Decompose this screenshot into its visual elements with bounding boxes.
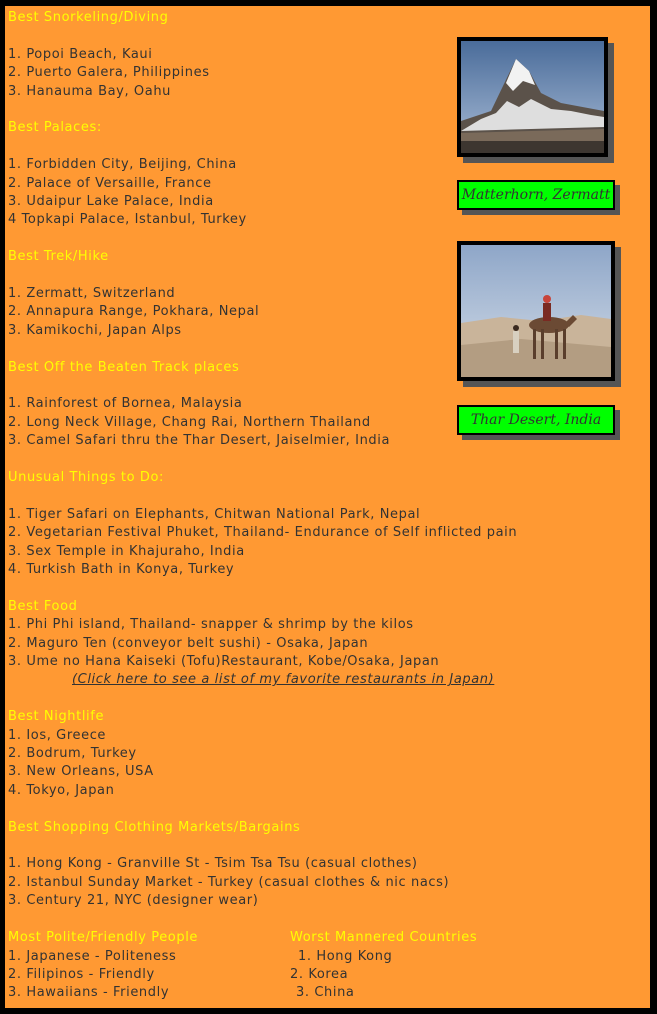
list-item: 1. Rainforest of Bornea, Malaysia: [8, 396, 243, 412]
list-item: 1. Japanese - Politeness: [8, 948, 177, 964]
food-heading: Best Food: [8, 598, 78, 614]
unusual-heading: Unusual Things to Do:: [8, 470, 165, 486]
trek-heading: Best Trek/Hike: [8, 249, 109, 265]
restaurants-link[interactable]: (Click here to see a list of my favorite restaurants in Japan): [72, 672, 495, 688]
people-columns: [8, 929, 478, 1003]
mountain-image: [461, 41, 604, 153]
list-item: 1. Forbidden City, Beijing, China: [8, 157, 237, 173]
list-item: 3. New Orleans, USA: [8, 764, 154, 780]
snorkeling-heading: Best Snorkeling/Diving: [8, 10, 169, 25]
list-item: 2. Vegetarian Festival Phuket, Thailand- Endurance of Self inflicted pain: [8, 525, 518, 541]
matterhorn-photo: [457, 37, 608, 157]
list-item: 1. Phi Phi island, Thailand- snapper & shrimp by the kilos: [8, 617, 414, 633]
list-item: 4. Tokyo, Japan: [8, 782, 115, 798]
list-item: 3. Hawaiians - Friendly: [8, 985, 170, 1001]
nightlife-heading: Best Nightlife: [8, 709, 105, 725]
desert-image: [461, 245, 611, 377]
list-item: 2. Maguro Ten (conveyor belt sushi) - Osaka, Japan: [8, 635, 369, 651]
travel-list: [8, 9, 518, 1003]
list-item: 2. Bodrum, Turkey: [8, 746, 137, 762]
list-item: 3. Udaipur Lake Palace, India: [8, 194, 214, 210]
list-item: 3. Century 21, NYC (designer wear): [8, 893, 259, 909]
list-item: 3. Camel Safari thru the Thar Desert, Jaiselmier, India: [8, 433, 391, 449]
worst-heading: Worst Mannered Countries: [290, 930, 478, 946]
offbeat-heading: Best Off the Beaten Track places: [8, 359, 240, 375]
matterhorn-caption: Matterhorn, Zermatt: [457, 180, 615, 210]
polite-heading: Most Polite/Friendly People: [8, 930, 199, 946]
list-item: 2. Puerto Galera, Philippines: [8, 65, 210, 81]
list-item: 3. China: [296, 985, 355, 1001]
list-item: 1. Ios, Greece: [8, 727, 107, 743]
list-item: 1. Tiger Safari on Elephants, Chitwan National Park, Nepal: [8, 506, 421, 522]
thar-desert-caption: Thar Desert, India: [457, 405, 615, 435]
list-item: 3. Sex Temple in Khajuraho, India: [8, 543, 245, 559]
list-item: 2. Filipinos - Friendly: [8, 966, 155, 982]
list-item: 2. Palace of Versaille, France: [8, 175, 212, 191]
shopping-heading: Best Shopping Clothing Markets/Bargains: [8, 819, 301, 835]
list-item: 3. Kamikochi, Japan Alps: [8, 322, 182, 338]
list-item: 1. Hong Kong: [298, 948, 393, 964]
thar-desert-photo: [457, 241, 615, 381]
polite-column: [8, 929, 198, 1003]
list-item: 4 Topkapi Palace, Istanbul, Turkey: [8, 212, 247, 228]
list-item: 4. Turkish Bath in Konya, Turkey: [8, 562, 235, 578]
list-item: 2. Long Neck Village, Chang Rai, Northern Thailand: [8, 414, 371, 430]
list-item: 1. Popoi Beach, Kaui: [8, 46, 153, 62]
list-item: 2. Korea: [290, 966, 349, 982]
worst-column: [290, 929, 477, 1003]
list-item: 2. Annapura Range, Pokhara, Nepal: [8, 304, 260, 320]
list-item: 2. Istanbul Sunday Market - Turkey (casual clothes & nic nacs): [8, 874, 450, 890]
content-frame: [5, 6, 650, 1008]
list-item: 3. Hanauma Bay, Oahu: [8, 83, 172, 99]
palaces-heading: Best Palaces:: [8, 120, 102, 136]
list-item: 3. Ume no Hana Kaiseki (Tofu)Restaurant, Kobe/Osaka, Japan: [8, 654, 440, 670]
list-item: 1. Zermatt, Switzerland: [8, 286, 176, 302]
list-item: 1. Hong Kong - Granville St - Tsim Tsa Tsu (casual clothes): [8, 856, 418, 872]
